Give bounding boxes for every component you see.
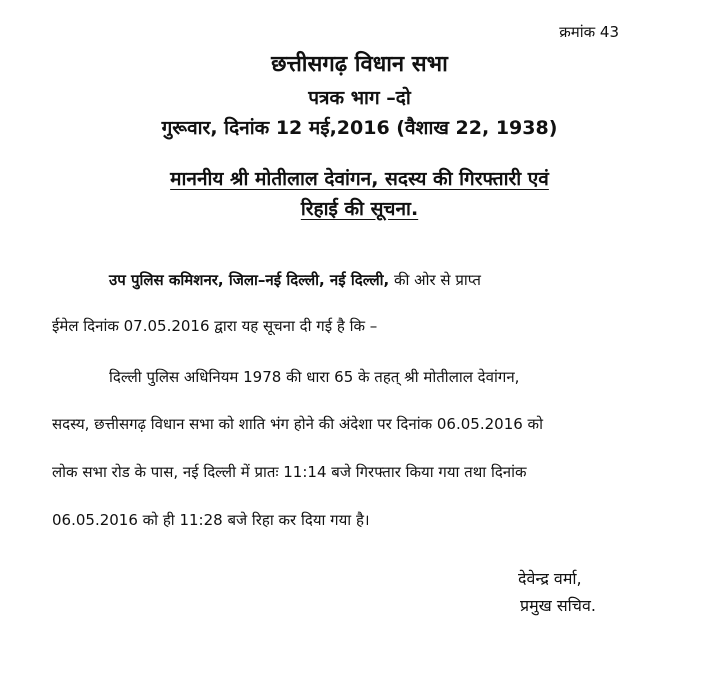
body-line-4: सदस्य, छत्तीसगढ़ विधान सभा को शाति भंग होने की अंदेशा पर दिनांक 06.05.2016 को bbox=[52, 415, 543, 433]
assembly-title: छत्तीसगढ़ विधान सभा bbox=[271, 52, 448, 77]
bulletin-part: पत्रक भाग –दो bbox=[308, 87, 411, 109]
subject-line-1: माननीय श्री मोतीलाल देवांगन, सदस्य की गिरफ्तारी एवं bbox=[170, 168, 549, 190]
body-line-5: लोक सभा रोड के पास, नई दिल्ली में प्रातः 11:14 बजे गिरफ्तार किया गया तथा दिनांक bbox=[52, 463, 527, 481]
signatory-designation: प्रमुख सचिव. bbox=[520, 596, 596, 615]
body-line-1-rest: की ओर से प्राप्त bbox=[389, 271, 481, 289]
body-line-1 bbox=[109, 270, 481, 290]
bulletin-date: गुरूवार, दिनांक 12 मई,2016 (वैशाख 22, 1938) bbox=[161, 117, 558, 139]
body-line-2: ईमेल दिनांक 07.05.2016 द्वारा यह सूचना दी गई है कि – bbox=[52, 317, 378, 335]
signatory-name: देवेन्द्र वर्मा, bbox=[518, 569, 582, 588]
subject-heading bbox=[0, 164, 719, 224]
body-line-3: दिल्ली पुलिस अधिनियम 1978 की धारा 65 के तहत् श्री मोतीलाल देवांगन, bbox=[109, 368, 520, 386]
serial-number: क्रमांक 43 bbox=[559, 23, 619, 41]
issuing-authority: उप पुलिस कमिशनर, जिला–नई दिल्ली, नई दिल्ली, bbox=[109, 271, 390, 289]
subject-line-2: रिहाई की सूचना. bbox=[300, 198, 419, 220]
body-line-6: 06.05.2016 को ही 11:28 बजे रिहा कर दिया गया है। bbox=[52, 511, 370, 529]
